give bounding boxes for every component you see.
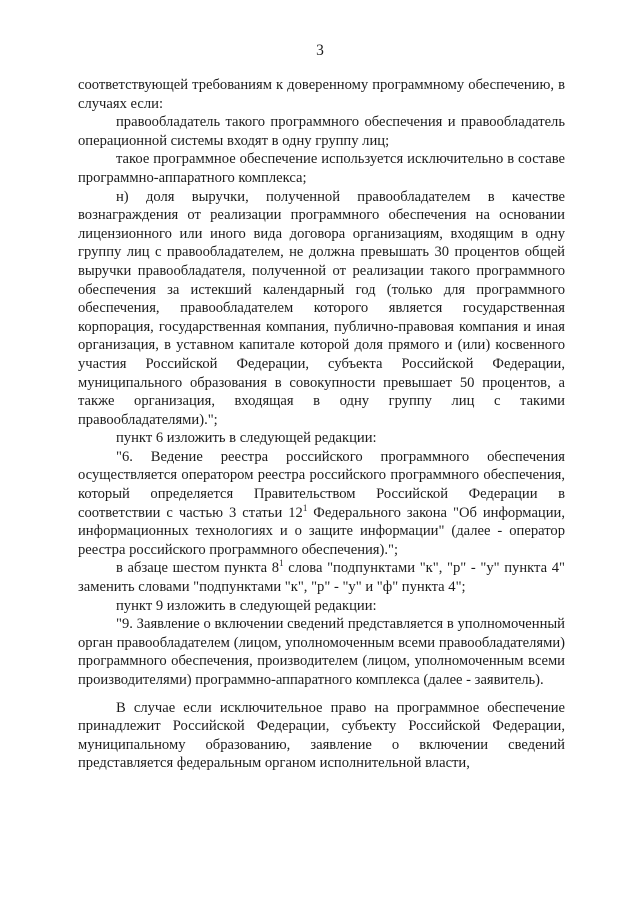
page-number: 3 [316,42,324,59]
paragraph-rightholder-group: правообладатель такого программного обеспечения и правообладатель операционной системы входят в одну группу лиц; [78,114,565,149]
paragraph-item-6-text [78,448,565,560]
paragraph-item-8-1-amendment [78,559,565,596]
superscript-1: 1 [302,502,308,513]
item-6-text-start: "6. Ведение реестра российского программного обеспечения осуществляется оператором реестра российского программного обеспечения, который определяется Правительством Российской Федерации в соответствии с частью 3 статьи 12 [78,448,565,521]
paragraph-hardware-complex: такое программное обеспечение используется исключительно в составе программно-аппаратного комплекса; [78,151,565,186]
superscript-1: 1 [279,558,284,569]
item-6-text-end: Федерального закона "Об информации, информационных технологиях и о защите информации" (далее - оператор реестра российского программного обеспечения)."; [78,504,566,558]
paragraph-item-9-text: "9. Заявление о включении сведений представляется в уполномоченный орган правообладателем (лицом, уполномоченным всеми правообладателями) программного обеспечения, производителем (лицом, уполномоченным всеми производителями) программно-аппаратного комплекса (далее - заявитель). [78,616,565,688]
paragraph-subitem-n: н) доля выручки, полученной правообладателем в качестве вознаграждения от реализации программного обеспечения на основании лицензионного или иного вида договора организациям, входящим в одну группу лиц с правообладателем, не должна превышать 30 процентов общей выручки правообладателя, полученной от реализации такого программного обеспечения за истекший календарный год (только для программного обеспечения, правообладателем которого является государственная корпорация, государственная компания, публично-правовая компания и иная организация, в уставном капитале которой доля прямого и (или) косвенного участия Российской Федерации, субъекта Российской Федерации, муниципального образования в совокупности превышает 50 процентов, а также организация, входящая в одну группу лиц с такими правообладателями)."; [78,188,565,428]
item-8-1-text-start: в абзаце шестом пункта 8 [116,560,280,577]
paragraph-item-6-intro: пункт 6 изложить в следующей редакции: [116,430,377,447]
paragraph-continuation: соответствующей требованиям к доверенному программному обеспечению, в случаях если: [78,77,565,112]
item-8-1-text-end: слова "подпунктами "к", "р" - "у" пункта 4" заменить словами "подпунктами "к", "р" - "у" и "ф" пункта 4"; [78,560,565,596]
paragraph-item-9-intro: пункт 9 изложить в следующей редакции: [116,597,377,614]
document-body [78,76,565,773]
paragraph-exclusive-right: В случае если исключительное право на программное обеспечение принадлежит Российской Федерации, субъекту Российской Федерации, муниципальному образованию, заявление о включении сведений представляется федеральным органом исполнительной власти, [78,699,565,772]
